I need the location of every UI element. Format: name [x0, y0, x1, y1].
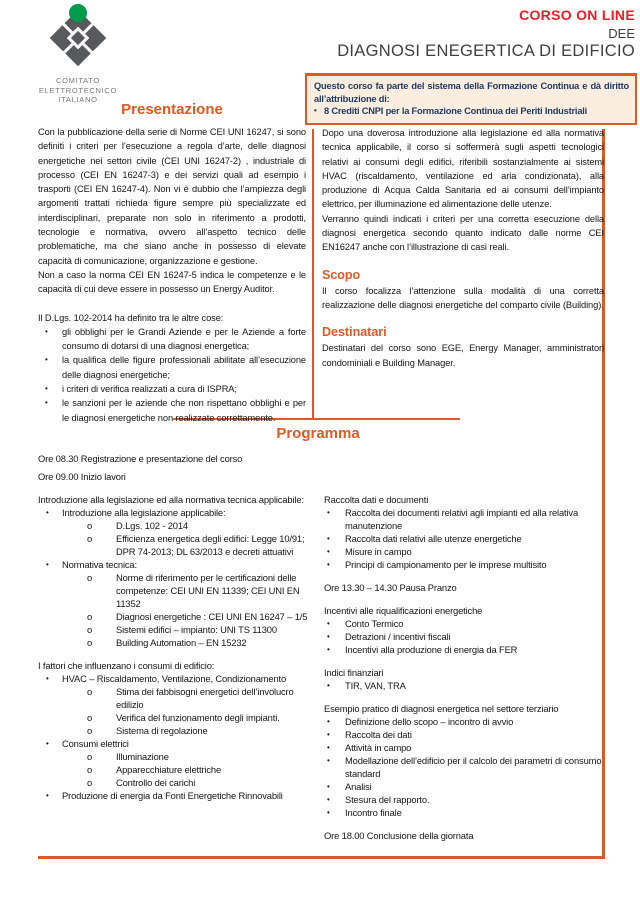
- program-item: [324, 715, 606, 728]
- presentation-bullet-text: gli obblighi per le Grandi Aziende e per le Aziende a forte consumo di dotarsi di una diagnosi energetica;: [62, 326, 306, 352]
- bullet-icon: •: [46, 508, 49, 517]
- presentation-bullet-text: le sanzioni per le aziende che non rispettano obblighi e per le diagnosi energetiche non realizzate correttamente.: [62, 398, 306, 423]
- program-item-heading: Ore 13.30 – 14.30 Pausa Pranzo: [324, 582, 457, 593]
- bullet-icon: o: [87, 686, 93, 697]
- logo-org-name-line: ELETTROTECNICO: [38, 85, 118, 95]
- accreditation-text: Questo corso fa parte del sistema della Formazione Continua e dà diritto all’attribuzione di:: [314, 81, 629, 104]
- cei-logo: [20, 4, 136, 104]
- presentazione-section: [38, 101, 306, 425]
- section-heading-scopo: Scopo: [322, 267, 361, 282]
- program-item-heading: Esempio pratico di diagnosi energetica nel settore terziario: [324, 703, 559, 714]
- program-item-text: Illuminazione: [116, 751, 169, 762]
- program-item: [38, 737, 314, 750]
- presentation-paragraph: Con la pubblicazione della serie di Norme CEI UNI 16247, si sono definiti i criteri per l’esecuzione a regola d’arte, delle diagnosi energetiche nei settori civile (CEI UNI 16247-2) , industriale di processo (CEI EN 16247-3) e dei servizi quali ad esempio i trasporti (CEI EN 16247-4). Non vi è dubbio che l’ampiezza degli argomenti trattati richieda figure sempre più specializzate ed interdisciplinari, preparate non solo in riferimento a prodotti, tecnologie e normativa, ovvero all’aspetto tecnico delle problematiche, ma che siano anche in possesso di elevate capacità di comunicazione, organizzazione e gestione.: [38, 127, 306, 266]
- program-columns: [38, 493, 604, 842]
- program-item-text: Produzione di energia da Fonti Energetiche Rinnovabili: [62, 790, 283, 801]
- bullet-icon: o: [87, 725, 93, 736]
- program-item: [38, 532, 314, 558]
- bullet-icon: •: [327, 619, 330, 628]
- program-item: [324, 679, 606, 692]
- program-item: [324, 545, 606, 558]
- program-item-heading: Raccolta dati e documenti: [324, 494, 429, 505]
- bullet-icon: •: [46, 560, 49, 569]
- program-item: [38, 750, 314, 763]
- program-item: [38, 571, 314, 610]
- program-item-text: Conto Termico: [345, 618, 404, 629]
- bullet-icon: •: [327, 534, 330, 543]
- bullet-icon: •: [45, 326, 48, 336]
- program-item-text: Normativa tecnica:: [62, 559, 137, 570]
- presentation-bullet: [38, 325, 306, 354]
- program-item: [38, 711, 314, 724]
- bullet-icon: o: [87, 712, 93, 723]
- course-acronym: DEE: [608, 26, 635, 41]
- spacer: [324, 656, 606, 666]
- program-item: [38, 763, 314, 776]
- bullet-icon: o: [87, 624, 93, 635]
- logo-org-name-line: COMITATO: [56, 76, 100, 85]
- bullet-icon: •: [327, 756, 330, 765]
- program-item: [38, 610, 314, 623]
- course-mode-label: CORSO ON LINE: [519, 7, 635, 23]
- presentation-bullet-text: la qualifica delle figure professionali abilitate all’esecuzione delle diagnosi energetiche;: [62, 355, 306, 380]
- program-item-text: Diagnosi energetiche : CEI UNI EN 16247 – 1/5: [116, 611, 308, 622]
- bullet-icon: •: [327, 560, 330, 569]
- program-item-text: Attività in campo: [345, 742, 412, 753]
- scopo-text: Il corso focalizza l’attenzione sulla modalità di una corretta realizzazione delle diagnosi energetiche del comparto civile (Building).: [322, 285, 604, 310]
- course-overview-paragraph: Verranno quindi indicati i criteri per una corretta esecuzione della diagnosi energetica secondo quanto indicato dalle norme CEI EN16247 anche con l’illustrazione di casi reali.: [322, 213, 604, 253]
- program-item-heading: Introduzione alla legislazione ed alla normativa tecnica applicabile:: [38, 494, 304, 505]
- program-item: [324, 793, 606, 806]
- schedule-line: Ore 08.30 Registrazione e presentazione del corso: [38, 453, 243, 464]
- column-divider-line: [312, 129, 314, 418]
- bullet-icon: •: [327, 632, 330, 641]
- program-item-text: Norme di riferimento per le certificazioni delle competenze: CEI UNI EN 11339; CEI UNI EN 11352: [116, 572, 300, 609]
- program-item: [324, 506, 606, 532]
- program-left-column: [38, 493, 314, 802]
- program-item-text: HVAC – Riscaldamento, Ventilazione, Condizionamento: [62, 673, 287, 684]
- program-item-text: TIR, VAN, TRA: [345, 680, 406, 691]
- bullet-icon: o: [87, 611, 93, 622]
- program-item: [38, 519, 314, 532]
- section-heading-programma: Programma: [276, 425, 360, 442]
- program-item: [38, 506, 314, 519]
- bullet-icon: •: [45, 384, 48, 394]
- program-item-heading: Ore 18.00 Conclusione della giornata: [324, 830, 474, 841]
- program-item: [324, 754, 606, 780]
- bullet-icon: o: [87, 637, 93, 648]
- course-title: DIAGNOSI ENEGERTICA DI EDIFICIO: [337, 42, 635, 60]
- bullet-icon: •: [327, 547, 330, 556]
- bullet-icon: o: [87, 751, 93, 762]
- bullet-icon: •: [327, 743, 330, 752]
- program-item-text: Introduzione alla legislazione applicabile:: [62, 507, 226, 518]
- bullet-icon: o: [87, 533, 93, 544]
- presentation-paragraph: Non a caso la norma CEI EN 16247-5 indica le competenze e le capacità di cui deve essere in possesso un Energy Auditor.: [38, 269, 306, 295]
- program-item-text: Sistema di regolazione: [116, 725, 208, 736]
- presentation-bullet: [38, 396, 306, 425]
- bullet-icon: •: [46, 791, 49, 800]
- bullet-icon: •: [327, 795, 330, 804]
- bullet-icon: •: [327, 508, 330, 517]
- program-item-text: Efficienza energetica degli edifici: Legge 10/91; DPR 74-2013; DL 63/2013 e decreti attuativi: [116, 533, 305, 557]
- bullet-icon: •: [327, 645, 330, 654]
- spacer: [324, 571, 606, 581]
- program-item-text: Definizione dello scopo – incontro di avvio: [345, 716, 514, 727]
- program-item: [324, 806, 606, 819]
- program-item: [38, 724, 314, 737]
- schedule-line: Ore 09.00 Inizio lavori: [38, 471, 126, 482]
- bullet-icon: •: [327, 808, 330, 817]
- program-item-text: Modellazione dell’edificio per il calcolo dei parametri di consumo standard: [345, 755, 602, 779]
- bullet-icon: •: [46, 674, 49, 683]
- bullet-icon: o: [87, 572, 93, 583]
- bullet-icon: •: [45, 398, 48, 408]
- bullet-icon: •: [327, 717, 330, 726]
- program-item: [38, 636, 314, 649]
- presentation-bullet: [38, 353, 306, 382]
- course-overview-paragraph: Dopo una doverosa introduzione alla legislazione ed alla normativa tecnica applicabile, il corso si soffermerà sugli aspetti tecnologici relativi ai consumi degli edifici, riferibili sostanzialmente ai sistemi HVAC (riscaldamento, ventilazione ed aria condizionata), alla produzione di Acqua Calda Sanitaria ed ai consumi dell’impianto elettrico, per illuminazione ed alimentazione delle utenze.: [322, 128, 604, 210]
- program-item-text: Controllo dei carichi: [116, 777, 196, 788]
- program-item-text: Apparecchiature elettriche: [116, 764, 222, 775]
- program-item-heading: I fattori che influenzano i consumi di edificio:: [38, 660, 215, 671]
- programma-section: [38, 452, 604, 842]
- bullet-icon: o: [87, 764, 93, 775]
- program-item: [324, 532, 606, 545]
- program-item-text: Raccolta dati relativi alle utenze energetiche: [345, 533, 522, 544]
- section-heading-presentazione: Presentazione: [121, 101, 223, 118]
- program-item-text: Principi di campionamento per le imprese multisito: [345, 559, 547, 570]
- bullet-icon: •: [45, 355, 48, 365]
- presentation-bullet: [38, 382, 306, 396]
- program-item: [324, 558, 606, 571]
- program-item-text: Sistemi edifici – impianto: UNI TS 11300: [116, 624, 277, 635]
- program-item: [324, 643, 606, 656]
- program-item-text: Incontro finale: [345, 807, 402, 818]
- program-item-text: Raccolta dei documenti relativi agli impianti ed alla relativa manutenzione: [345, 507, 579, 531]
- destinatari-text: Destinatari del corso sono EGE, Energy Manager, amministratori condominiali e Building Manager.: [322, 343, 604, 368]
- bullet-icon: •: [46, 739, 49, 748]
- bullet-icon: •: [314, 106, 317, 115]
- bullet-icon: o: [87, 520, 93, 531]
- spacer: [324, 692, 606, 702]
- program-item-text: D.Lgs. 102 - 2014: [116, 520, 188, 531]
- program-item-text: Incentivi alla produzione di energia da FER: [345, 644, 518, 655]
- accreditation-credit-text: 8 Crediti CNPI per la Formazione Continua dei Periti Industriali: [324, 106, 588, 116]
- spacer: [324, 819, 606, 829]
- accreditation-box: [305, 73, 637, 125]
- bullet-icon: o: [87, 777, 93, 788]
- program-item-text: Detrazioni / incentivi fiscali: [345, 631, 451, 642]
- program-right-column: [324, 493, 606, 842]
- course-overview-section: [322, 126, 604, 370]
- bullet-icon: •: [327, 730, 330, 739]
- program-item-text: Building Automation – EN 15232: [116, 637, 247, 648]
- bullet-icon: •: [327, 681, 330, 690]
- program-item: [38, 672, 314, 685]
- program-item: [324, 630, 606, 643]
- presentation-bullet-text: i criteri di verifica realizzati a cura di ISPRA;: [62, 384, 237, 395]
- program-item-text: Stesura del rapporto.: [345, 794, 430, 805]
- program-item-heading: Indici finanziari: [324, 667, 384, 678]
- program-item: [324, 741, 606, 754]
- program-item: [38, 685, 314, 711]
- program-item: [38, 623, 314, 636]
- program-item: [324, 780, 606, 793]
- spacer: [38, 649, 314, 659]
- program-item-text: Consumi elettrici: [62, 738, 129, 749]
- program-item: [324, 728, 606, 741]
- presentation-paragraph: Il D.Lgs. 102-2014 ha definito tra le altre cose:: [38, 312, 224, 323]
- program-item-text: Raccolta dei dati: [345, 729, 412, 740]
- presentation-bullet-list: [38, 325, 306, 425]
- program-item: [38, 776, 314, 789]
- program-item: [38, 789, 314, 802]
- program-item-text: Stima dei fabbisogni energetici dell’involucro edilizio: [116, 686, 294, 710]
- logo-green-dot-icon: [69, 4, 87, 22]
- spacer: [38, 297, 306, 311]
- accreditation-credit-item: [314, 105, 629, 118]
- program-item: [38, 558, 314, 571]
- bullet-icon: •: [327, 782, 330, 791]
- program-item-heading: Incentivi alle riqualificazioni energetiche: [324, 605, 483, 616]
- cei-logo-mark: [20, 4, 136, 72]
- spacer: [324, 594, 606, 604]
- bottom-border-line: [38, 856, 605, 859]
- section-heading-destinatari: Destinatari: [322, 325, 387, 340]
- header: [337, 7, 635, 61]
- program-item-text: Misure in campo: [345, 546, 412, 557]
- program-item: [324, 617, 606, 630]
- program-item-text: Analisi: [345, 781, 372, 792]
- logo-org-name-line: ITALIANO: [58, 95, 98, 104]
- program-item-text: Verifica del funzionamento degli impianti.: [116, 712, 280, 723]
